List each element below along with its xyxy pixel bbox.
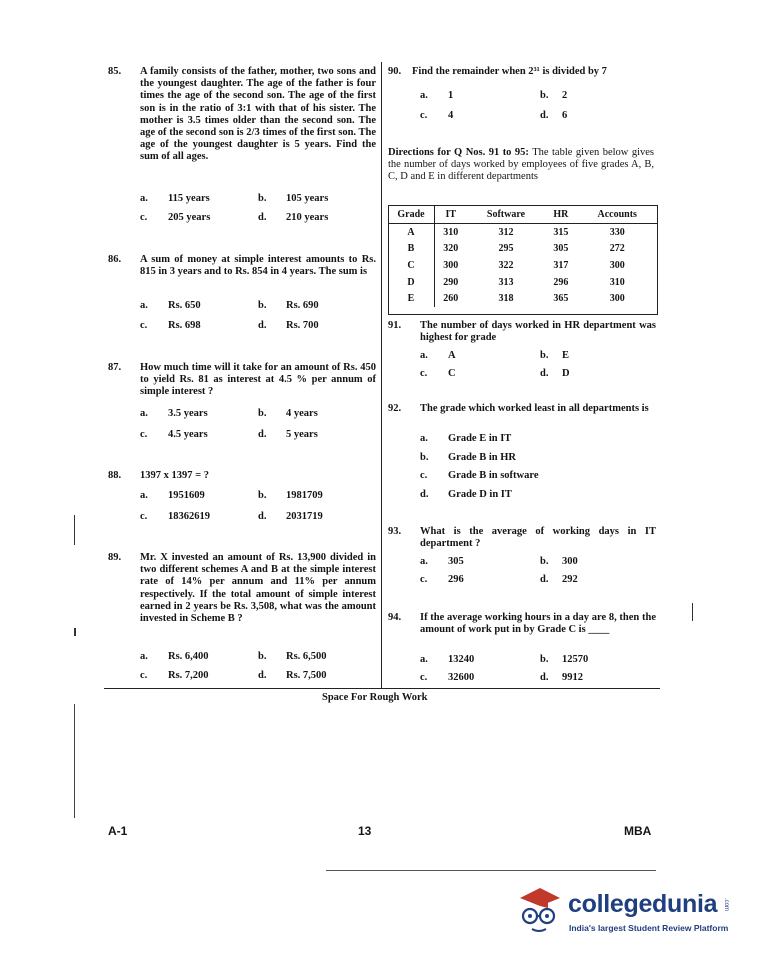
option-c: c. 4: [420, 110, 454, 121]
option-a: a. 1951609: [140, 490, 205, 501]
header-grade: Grade: [388, 205, 435, 224]
cell: 300: [443, 259, 459, 271]
option-a: a. 305: [420, 556, 464, 567]
question-number: 90.: [388, 66, 402, 77]
cell: 313: [498, 276, 514, 288]
question-text: A sum of money at simple interest amounts to Rs. 815 in 3 years and to Rs. 854 in 4 years. The sum is: [140, 254, 376, 278]
question-text: A family consists of the father, mother, two sons and the youngest daughter. The age of the father is four times the age of the second son. The age of the first son is in the ratio of 3:1 with that of his sister. The mother is 3.5 times older than the second son. The age of the second son is 2/3 times of the first son. The age of the youngest daughter is 5 years. Find the sum of all ages.: [140, 66, 376, 163]
cell: 310: [609, 276, 625, 288]
page-number: 13: [358, 824, 372, 838]
cell: C: [388, 257, 435, 274]
option-a: a. 115 years: [140, 193, 210, 204]
footer-right: MBA: [624, 824, 652, 838]
option-b: b. Grade B in HR: [420, 452, 516, 463]
question-number: 91.: [388, 320, 402, 331]
option-c: c. 32600: [420, 672, 475, 683]
option-b: b. 2: [540, 90, 568, 101]
content-bottom-rule: [104, 688, 660, 689]
header-accounts: Accounts: [576, 205, 658, 224]
cell: 260: [443, 293, 459, 305]
cell: 296: [553, 276, 569, 288]
option-c: c. 4.5 years: [140, 429, 208, 440]
option-a: a. 13240: [420, 654, 475, 665]
option-b: b. Rs. 6,500: [258, 651, 327, 662]
question-text: If the average working hours in a day are 8, then the amount of work put in by Grade C is ____: [420, 612, 656, 636]
option-a: a. Rs. 650: [140, 300, 201, 311]
scan-mark: [74, 515, 75, 545]
directions: [388, 147, 654, 184]
cell: 312: [498, 226, 514, 238]
cell: 318: [498, 293, 514, 305]
question-number: 87.: [108, 362, 122, 373]
option-a: a. Rs. 6,400: [140, 651, 209, 662]
cell: A: [388, 224, 435, 241]
option-c: c. 205 years: [140, 212, 211, 223]
question-number: 85.: [108, 66, 122, 77]
cell: 320: [443, 243, 459, 255]
option-a: a. 3.5 years: [140, 408, 208, 419]
question-number: 88.: [108, 470, 122, 481]
option-d: d. 210 years: [258, 212, 329, 223]
table-row: [388, 274, 658, 291]
question-text: The number of days worked in HR department was highest for grade: [420, 320, 656, 344]
question-number: 89.: [108, 552, 122, 563]
footer-left: A-1: [108, 824, 128, 838]
option-c: c. Rs. 698: [140, 320, 201, 331]
cell: 315: [553, 226, 569, 238]
table-header-row: [388, 205, 658, 224]
option-d: d. 6: [540, 110, 568, 121]
option-b: b. 4 years: [258, 408, 318, 419]
question-number: 94.: [388, 612, 402, 623]
scan-mark: [692, 603, 693, 621]
option-d: d. Rs. 7,500: [258, 670, 327, 681]
option-d: d. 9912: [540, 672, 583, 683]
table-row: [388, 257, 658, 274]
cell: D: [388, 274, 435, 291]
footer-rule: [326, 870, 656, 871]
question-number: 86.: [108, 254, 122, 265]
logo-dotcom: .com: [723, 898, 729, 912]
cell: 305: [553, 243, 569, 255]
cell: 365: [553, 293, 569, 305]
option-c: c. 296: [420, 574, 464, 585]
column-divider: [381, 62, 382, 688]
directions-text: The table given below gives the number of days worked by employees of five grades A, B, C, D and E in different departments: [388, 147, 655, 183]
option-c: c. Grade B in software: [420, 470, 539, 481]
option-a: a. 1: [420, 90, 454, 101]
question-text: 1397 x 1397 = ?: [140, 470, 209, 481]
question-text: Find the remainder when 2³¹ is divided by 7: [412, 66, 607, 77]
header-software: Software: [467, 205, 546, 224]
cell: 290: [443, 276, 459, 288]
option-d: d. 5 years: [258, 429, 318, 440]
option-b: b. Rs. 690: [258, 300, 319, 311]
directions-label: Directions for Q Nos. 91 to 95:: [388, 147, 529, 158]
option-b: b. E: [540, 350, 570, 361]
option-d: d. 292: [540, 574, 578, 585]
question-text: Mr. X invested an amount of Rs. 13,900 divided in two different schemes A and B at the simple interest rate of 14% per annum and 11% per annum respectively. If the total amount of simple interest earned in 2 years be Rs. 3,508, what was the amount invested in Scheme B ?: [140, 552, 376, 625]
question-number: 92.: [388, 403, 402, 414]
option-b: b. 300: [540, 556, 578, 567]
cell: 317: [553, 259, 569, 271]
logo-wordmark: collegedunia: [568, 890, 718, 918]
option-c: c. 18362619: [140, 511, 210, 522]
question-text: What is the average of working days in IT department ?: [420, 526, 656, 550]
scan-mark: [74, 704, 75, 818]
rough-work-label: Space For Rough Work: [322, 692, 428, 703]
option-b: b. 12570: [540, 654, 589, 665]
option-a: a. A: [420, 350, 456, 361]
header-hr: HR: [545, 205, 576, 224]
option-c: c. Rs. 7,200: [140, 670, 209, 681]
question-text: How much time will it take for an amount of Rs. 450 to yield Rs. 81 as interest at 4.5 % per annum of simple interest ?: [140, 362, 376, 398]
option-c: c. C: [420, 368, 456, 379]
table-row: [388, 290, 658, 307]
option-d: d. Rs. 700: [258, 320, 319, 331]
question-text: The grade which worked least in all departments is: [420, 403, 649, 414]
cell: 330: [609, 226, 625, 238]
cell: 300: [609, 259, 625, 271]
table-row: [388, 241, 658, 258]
cell: 272: [609, 243, 625, 255]
question-number: 93.: [388, 526, 402, 537]
grades-table: [388, 205, 658, 307]
cell: 322: [498, 259, 514, 271]
table-row: [388, 224, 658, 241]
scan-mark: [74, 628, 76, 636]
option-a: a. Grade E in IT: [420, 433, 512, 444]
logo-tagline: India's largest Student Review Platform: [569, 923, 729, 933]
option-d: d. Grade D in IT: [420, 489, 512, 500]
cell: E: [388, 290, 435, 307]
option-d: d. 2031719: [258, 511, 323, 522]
cell: 300: [609, 293, 625, 305]
header-it: IT: [435, 205, 467, 224]
cell: B: [388, 241, 435, 258]
option-d: d. D: [540, 368, 570, 379]
cell: 295: [498, 243, 514, 255]
cell: 310: [443, 226, 459, 238]
option-b: b. 1981709: [258, 490, 323, 501]
option-b: b. 105 years: [258, 193, 329, 204]
collegedunia-mascot-icon: [514, 882, 566, 942]
